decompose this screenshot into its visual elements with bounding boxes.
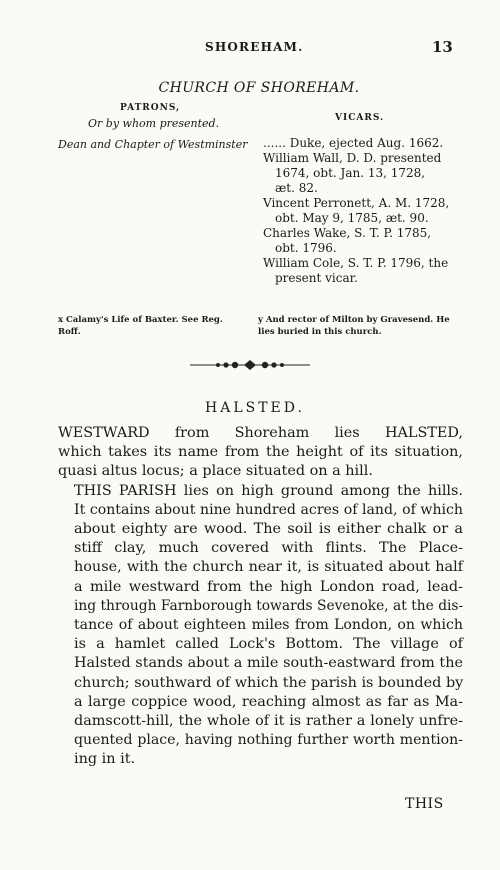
text-line: THIS PARISH lies on high ground among the hills.	[74, 482, 463, 499]
text-line: which takes its name from the height of its situation,	[58, 444, 463, 461]
text-line: ing in it.	[74, 751, 136, 768]
vicar-line: William Cole, S. T. P. 1796, the	[263, 256, 449, 270]
text-line: damscott-hill, the whole of it is rather a lonely unfre-	[74, 713, 463, 730]
section-title: HALSTED.	[205, 400, 305, 416]
paragraph	[58, 482, 463, 770]
vicars-list	[263, 136, 463, 286]
text-line: is a hamlet called Lock's Bottom. The village of	[74, 636, 463, 653]
running-head	[0, 40, 500, 60]
text-line: a mile westward from the high London road, lead-	[74, 578, 463, 595]
paragraph	[58, 424, 463, 482]
text-line: church; southward of which the parish is bounded by	[74, 674, 464, 691]
catchword: THIS	[405, 796, 444, 812]
text-line: WESTWARD from Shoreham lies HALSTED,	[58, 425, 463, 441]
church-title: CHURCH OF SHOREHAM.	[158, 80, 360, 96]
text-line: stiff clay, much covered with flints. The Place-	[74, 540, 463, 557]
vicar-line: obt. 1796.	[275, 241, 337, 255]
body-text	[58, 424, 463, 770]
vicar-line: æt. 82.	[275, 181, 318, 195]
text-line: a large coppice wood, reaching almost as far as Ma-	[74, 693, 463, 710]
text-line: tance of about eighteen miles from London, on which	[74, 617, 463, 634]
vicar-line: William Wall, D. D. presented	[263, 151, 442, 165]
vicar-line: obt. May 9, 1785, æt. 90.	[275, 211, 429, 225]
footnote-left: x Calamy's Life of Baxter. See Reg. Roff.	[58, 315, 223, 337]
running-head-title: SHOREHAM.	[205, 40, 304, 54]
patrons-heading: PATRONS,	[120, 103, 181, 113]
text-line: quasi altus locus; a place situated on a hill.	[58, 463, 373, 480]
vicar-line: ...... Duke, ejected Aug. 1662.	[263, 136, 444, 150]
text-line: house, with the church near it, is situated about half	[74, 559, 463, 576]
vicar-line: Vincent Perronett, A. M. 1728,	[263, 196, 450, 210]
text-line: Halsted stands about a mile south-eastward from the	[74, 655, 463, 672]
vicar-line: 1674, obt. Jan. 13, 1728,	[275, 166, 426, 180]
text-line: It contains about nine hundred acres of land, of which	[74, 501, 463, 518]
vicars-heading: VICARS.	[335, 113, 385, 123]
ornament-divider-icon	[190, 358, 310, 372]
text-line: about eighty are wood. The soil is either chalk or a	[74, 521, 463, 538]
patrons-subheading: Or by whom presented.	[88, 117, 220, 130]
text-line: ing through Farnborough towards Sevenoke, at the dis-	[74, 597, 464, 614]
patron-name: Dean and Chapter of Westminster	[58, 138, 248, 151]
vicar-line: present vicar.	[275, 271, 358, 285]
page-number: 13	[432, 38, 453, 56]
footnote-right: y And rector of Milton by Gravesend. He lies buried in this church.	[258, 315, 450, 337]
vicar-line: Charles Wake, S. T. P. 1785,	[263, 226, 432, 240]
text-line: quented place, having nothing further worth mention-	[74, 732, 463, 749]
